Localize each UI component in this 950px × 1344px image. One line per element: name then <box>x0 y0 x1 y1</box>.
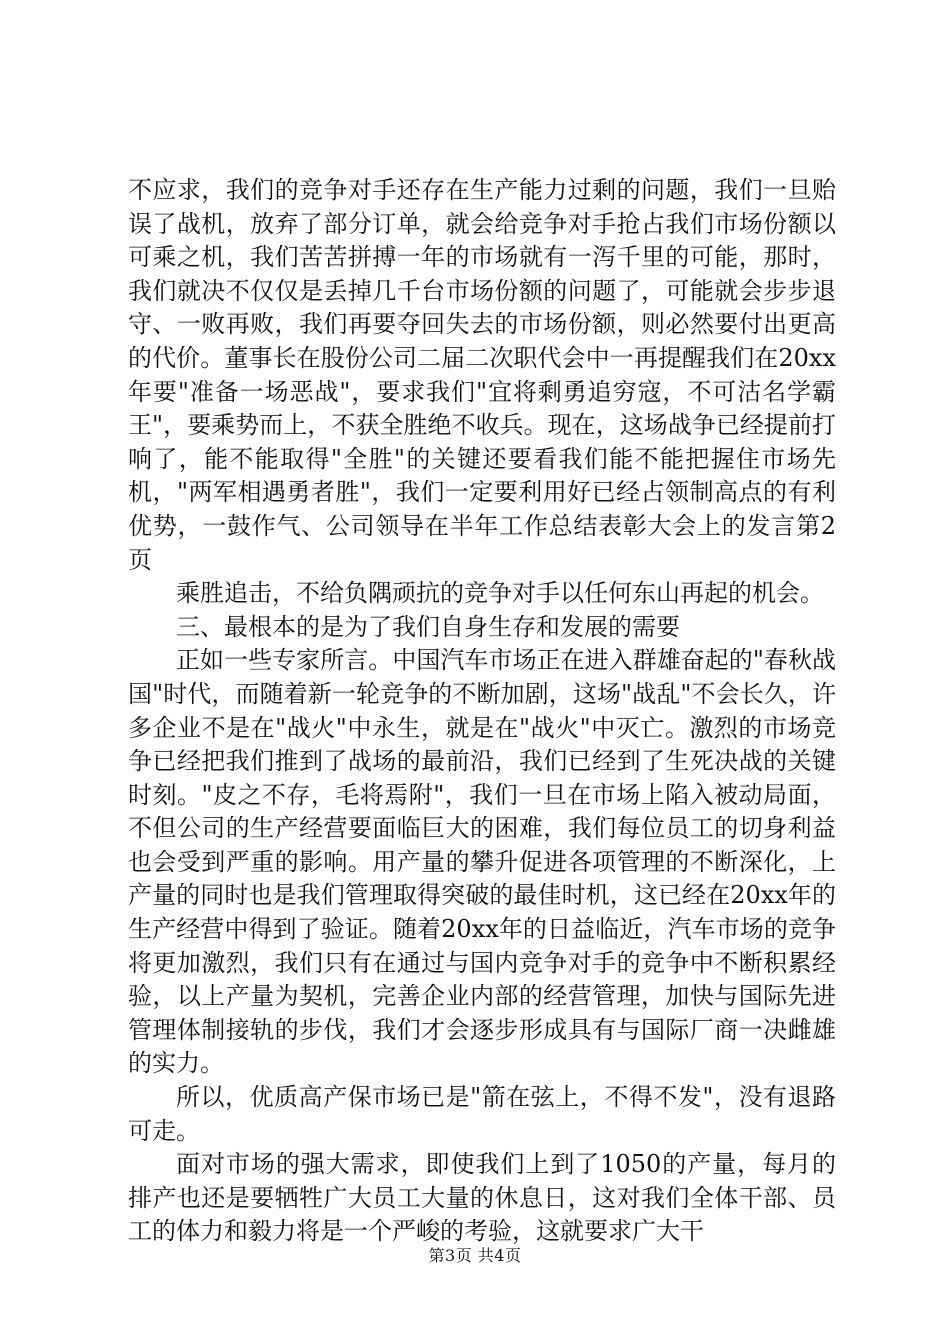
paragraph: 乘胜追击，不给负隅顽抗的竞争对手以任何东山再起的机会。 <box>176 579 824 608</box>
page-footer: 第3页 共4页 <box>428 1246 522 1265</box>
paragraph: 面对市场的强大需求，即使我们上到了1050的产量，每月的排产也还是要牺牲广大员工大量的休息日，这对我们全体干部、员工的体力和毅力将是一个严峻的考验，这就要求广大干 <box>128 1150 836 1246</box>
paragraph: 正如一些专家所言。中国汽车市场正在进入群雄奋起的"春秋战国"时代，而随着新一轮竞争的不断加剧，这场"战乱"不会长久，许多企业不是在"战火"中永生，就是在"战火"中灭亡。激烈的市场竞争已经把我们推到了战场的最前沿，我们已经到了生死决战的关键时刻。"皮之不存，毛将焉附"，我们一旦在市场上陷入被动局面，不但公司的生产经营要面临巨大的困难，我们每位员工的切身利益也会受到严重的影响。用产量的攀升促进各项管理的不断深化，上产量的同时也是我们管理取得突破的最佳时机，这已经在20xx年的生产经营中得到了验证。随着20xx年的日益临近，汽车市场的竞争将更加激烈，我们只有在通过与国内竞争对手的竞争中不断积累经验，以上产量为契机，完善企业内部的经营管理，加快与国际先进管理体制接轨的步伐，我们才会逐步形成具有与国际厂商一决雌雄的实力。 <box>128 646 836 1078</box>
document-body <box>128 174 836 1249</box>
paragraph-continuation: 不应求，我们的竞争对手还存在生产能力过剩的问题，我们一旦贻误了战机，放弃了部分订单，就会给竞争对手抢占我们市场份额以可乘之机，我们苦苦拼搏一年的市场就有一泻千里的可能，那时，我们就决不仅仅是丢掉几千台市场份额的问题了，可能就会步步退守、一败再败，我们再要夺回失去的市场份额，则必然要付出更高的代价。董事长在股份公司二届二次职代会中一再提醒我们在20xx年要"准备一场恶战"，要求我们"宜将剩勇追穷寇，不可沽名学霸王"，要乘势而上，不获全胜绝不收兵。现在，这场战争已经提前打响了，能不能取得"全胜"的关键还要看我们能不能把握住市场先机，"两军相遇勇者胜"，我们一定要利用好已经占领制高点的有利优势，一鼓作气、公司领导在半年工作总结表彰大会上的发言第2页 <box>128 176 836 574</box>
section-heading: 三、最根本的是为了我们自身生存和发展的需要 <box>176 612 680 641</box>
paragraph: 所以，优质高产保市场已是"箭在弦上，不得不发"，没有退路可走。 <box>128 1083 836 1145</box>
